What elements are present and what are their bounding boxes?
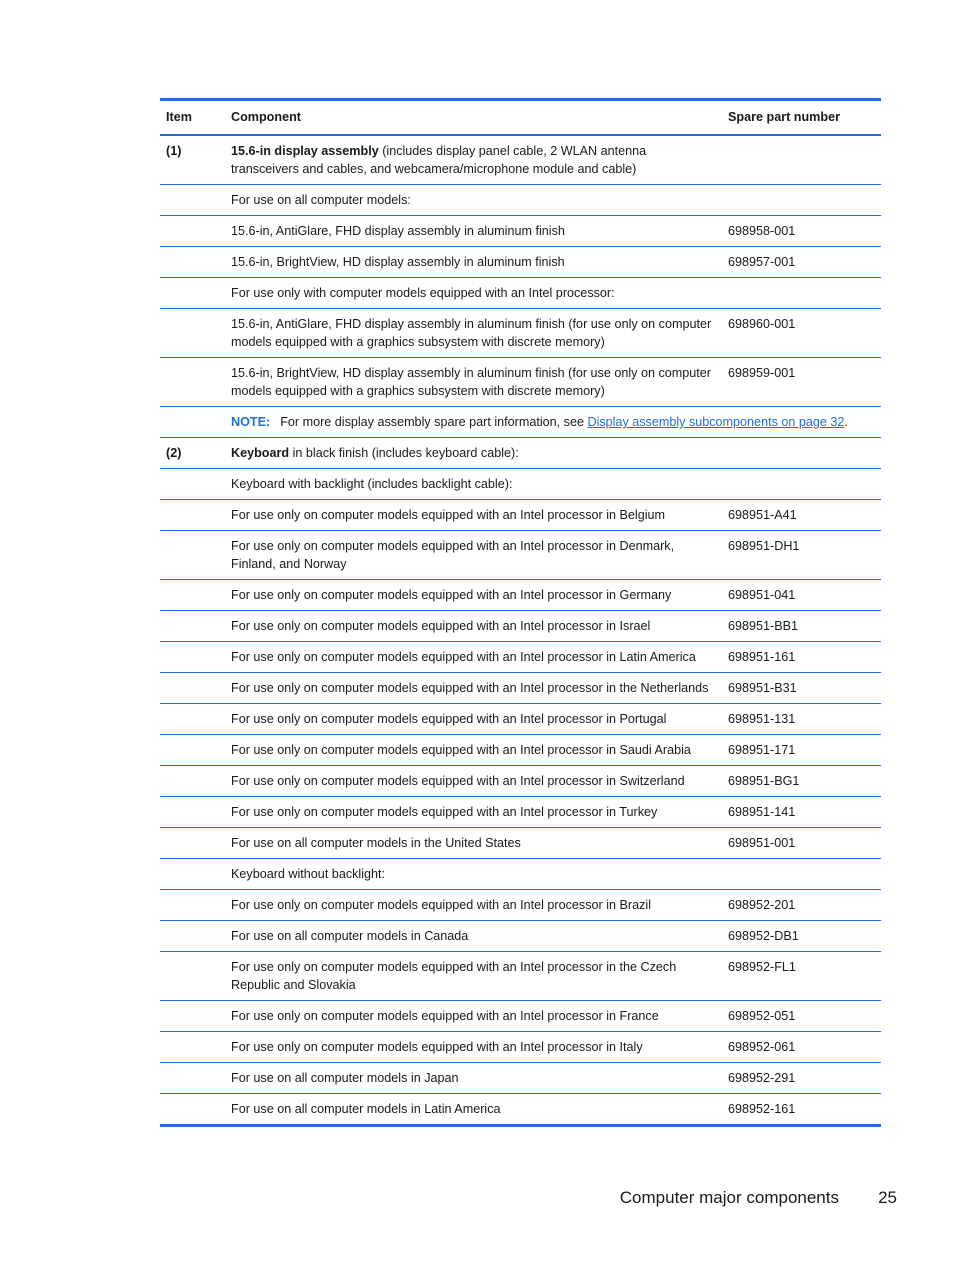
component-description: For use only on computer models equipped with an Intel processor in Latin America: [231, 650, 696, 664]
item-cell: [160, 247, 225, 278]
component-description: For use only on computer models equipped with an Intel processor in Turkey: [231, 805, 658, 819]
item-cell: [160, 531, 225, 580]
table-row: [160, 185, 881, 216]
spare-part-number-cell: 698952-161: [728, 1102, 796, 1116]
table-row: [160, 247, 881, 278]
item-cell: [160, 469, 225, 500]
item-cell: [160, 1032, 225, 1063]
table-row: [160, 1094, 881, 1126]
component-description: Keyboard with backlight (includes backlight cable):: [231, 477, 513, 491]
component-description: For use on all computer models in Canada: [231, 929, 469, 943]
component-description: For use only on computer models equipped with an Intel processor in Belgium: [231, 508, 666, 522]
component-description: For use only on computer models equipped with an Intel processor in Switzerland: [231, 774, 685, 788]
component-description: For use only on computer models equipped with an Intel processor in the Netherlands: [231, 681, 709, 695]
table-row: [160, 766, 881, 797]
table-row: [160, 642, 881, 673]
item-cell: [160, 890, 225, 921]
table-body: [160, 135, 881, 1126]
component-description: Keyboard without backlight:: [231, 867, 386, 881]
component-cell: [225, 828, 722, 859]
component-description: For use only on computer models equipped with an Intel processor in Brazil: [231, 898, 652, 912]
table-row: [160, 828, 881, 859]
component-cell: [225, 438, 722, 469]
component-description: in black finish (includes keyboard cable):: [289, 446, 519, 460]
item-cell: [160, 216, 225, 247]
header-item: Item: [166, 110, 192, 124]
component-description: 15.6-in, BrightView, HD display assembly in aluminum finish: [231, 255, 565, 269]
component-cell: [225, 766, 722, 797]
spare-part-number-cell: [722, 278, 881, 309]
component-description: For use on all computer models in the United States: [231, 836, 521, 850]
display-subcomponents-link[interactable]: Display assembly subcomponents on page 32: [587, 415, 845, 429]
component-cell: [225, 185, 722, 216]
note-period: .: [844, 415, 848, 429]
component-cell: [225, 1032, 722, 1063]
component-cell: [225, 673, 722, 704]
table-row: [160, 135, 881, 185]
spare-parts-table: [160, 98, 881, 1127]
table-row: [160, 1032, 881, 1063]
spare-part-number-cell: 698951-DH1: [728, 539, 800, 553]
item-cell: [160, 952, 225, 1001]
item-cell: [160, 735, 225, 766]
component-description: For use only on computer models equipped with an Intel processor in Saudi Arabia: [231, 743, 691, 757]
component-cell: [225, 500, 722, 531]
item-cell: [160, 1094, 225, 1126]
spare-part-number-cell: 698951-001: [728, 836, 796, 850]
item-cell: [160, 580, 225, 611]
component-cell: [225, 735, 722, 766]
header-component: Component: [231, 110, 301, 124]
header-spare-part-number: Spare part number: [728, 110, 840, 124]
item-cell: [160, 1001, 225, 1032]
table-row: [160, 704, 881, 735]
table-row: [160, 859, 881, 890]
table-row: [160, 673, 881, 704]
spare-part-number-cell: [722, 859, 881, 890]
component-description: For use on all computer models:: [231, 193, 411, 207]
item-cell: [160, 828, 225, 859]
component-description: 15.6-in, AntiGlare, FHD display assembly in aluminum finish: [231, 224, 565, 238]
spare-part-number-cell: [722, 438, 881, 469]
component-cell: [225, 247, 722, 278]
note-cell: [225, 407, 881, 438]
component-cell: [225, 309, 722, 358]
note-row: [160, 407, 881, 438]
component-description: (includes display panel cable, 2 WLAN antenna transceivers and cables, and webcamera/microphone module and cable): [231, 144, 647, 176]
item-cell: [160, 278, 225, 309]
component-description: For use on all computer models in Latin America: [231, 1102, 501, 1116]
component-cell: [225, 278, 722, 309]
table-row: [160, 735, 881, 766]
table-row: [160, 952, 881, 1001]
table-row: [160, 309, 881, 358]
spare-part-number-cell: 698951-BG1: [728, 774, 800, 788]
component-description: For use only on computer models equipped with an Intel processor in Italy: [231, 1040, 643, 1054]
item-cell: [160, 704, 225, 735]
table-row: [160, 890, 881, 921]
component-cell: [225, 704, 722, 735]
spare-part-number-cell: 698952-061: [728, 1040, 796, 1054]
component-description: 15.6-in, BrightView, HD display assembly in aluminum finish (for use only on computer models equipped with a graphics subsystem with discrete memory): [231, 366, 711, 398]
component-cell: [225, 580, 722, 611]
component-cell: [225, 859, 722, 890]
spare-part-number-cell: 698958-001: [728, 224, 796, 238]
component-cell: [225, 1063, 722, 1094]
table-row: [160, 797, 881, 828]
spare-part-number-cell: [722, 185, 881, 216]
component-description: For use only on computer models equipped with an Intel processor in France: [231, 1009, 659, 1023]
component-cell: [225, 642, 722, 673]
spare-part-number-cell: 698951-A41: [728, 508, 797, 522]
spare-part-number-cell: 698951-171: [728, 743, 796, 757]
component-cell: [225, 1001, 722, 1032]
table-row: [160, 469, 881, 500]
component-description: For use only on computer models equipped with an Intel processor in Germany: [231, 588, 672, 602]
item-cell: [160, 407, 225, 438]
component-cell: [225, 358, 722, 407]
item-cell: [160, 611, 225, 642]
component-cell: [225, 1094, 722, 1126]
spare-part-number-cell: 698952-051: [728, 1009, 796, 1023]
spare-part-number-cell: 698951-131: [728, 712, 796, 726]
table-row: [160, 580, 881, 611]
component-name: Keyboard: [231, 446, 290, 460]
component-cell: [225, 135, 722, 185]
spare-part-number-cell: 698960-001: [728, 317, 796, 331]
table-row: [160, 1001, 881, 1032]
spare-part-number-cell: 698957-001: [728, 255, 796, 269]
table-row: [160, 278, 881, 309]
spare-part-number-cell: 698952-FL1: [728, 960, 796, 974]
spare-part-number-cell: 698951-161: [728, 650, 796, 664]
page-number: 25: [878, 1188, 897, 1207]
spare-part-number-cell: 698951-141: [728, 805, 796, 819]
spare-part-number-cell: 698951-B31: [728, 681, 797, 695]
item-cell: [160, 1063, 225, 1094]
table-row: [160, 611, 881, 642]
table-row: [160, 438, 881, 469]
note-label: NOTE:: [231, 415, 271, 429]
component-cell: [225, 531, 722, 580]
component-description: For use only on computer models equipped with an Intel processor in Denmark, Finland, and Norway: [231, 539, 675, 571]
component-description: For use only on computer models equipped with an Intel processor in Israel: [231, 619, 651, 633]
spare-part-number-cell: 698952-291: [728, 1071, 796, 1085]
item-cell: (2): [166, 446, 182, 460]
table-row: [160, 921, 881, 952]
component-name: 15.6-in display assembly: [231, 144, 379, 158]
component-description: For use only on computer models equipped with an Intel processor in Portugal: [231, 712, 667, 726]
component-cell: [225, 216, 722, 247]
table-row: [160, 216, 881, 247]
component-cell: [225, 921, 722, 952]
footer-section-title: Computer major components: [619, 1188, 839, 1207]
item-cell: (1): [166, 144, 182, 158]
item-cell: [160, 859, 225, 890]
component-description: 15.6-in, AntiGlare, FHD display assembly in aluminum finish (for use only on computer models equipped with a graphics subsystem with discrete memory): [231, 317, 712, 349]
item-cell: [160, 673, 225, 704]
table-row: [160, 500, 881, 531]
item-cell: [160, 185, 225, 216]
item-cell: [160, 500, 225, 531]
spare-part-number-cell: 698959-001: [728, 366, 796, 380]
component-cell: [225, 797, 722, 828]
item-cell: [160, 309, 225, 358]
table-header-row: [160, 100, 881, 136]
spare-part-number-cell: 698951-041: [728, 588, 796, 602]
table-row: [160, 358, 881, 407]
spare-part-number-cell: 698951-BB1: [728, 619, 799, 633]
table-row: [160, 531, 881, 580]
note-text: For more display assembly spare part information, see: [280, 415, 588, 429]
item-cell: [160, 358, 225, 407]
component-cell: [225, 952, 722, 1001]
component-cell: [225, 611, 722, 642]
spare-part-number-cell: [722, 469, 881, 500]
item-cell: [160, 766, 225, 797]
item-cell: [160, 642, 225, 673]
spare-part-number-cell: [722, 135, 881, 185]
component-cell: [225, 890, 722, 921]
component-description: For use only on computer models equipped with an Intel processor in the Czech Republic and Slovakia: [231, 960, 677, 992]
table-row: [160, 1063, 881, 1094]
item-cell: [160, 921, 225, 952]
spare-part-number-cell: 698952-DB1: [728, 929, 799, 943]
component-description: For use only with computer models equipped with an Intel processor:: [231, 286, 615, 300]
spare-part-number-cell: 698952-201: [728, 898, 796, 912]
component-cell: [225, 469, 722, 500]
component-description: For use on all computer models in Japan: [231, 1071, 459, 1085]
item-cell: [160, 797, 225, 828]
